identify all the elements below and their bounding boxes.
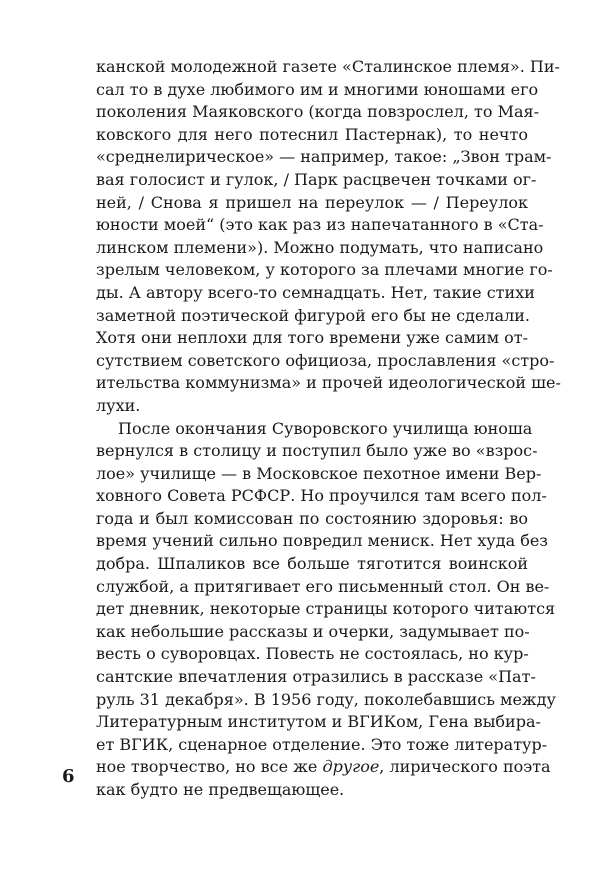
text-line: лухи.	[96, 395, 141, 415]
text-line: ительства коммунизма» и прочей идеологической ше-	[96, 373, 561, 393]
text-line: ховного Совета РСФСР. Но проучился там всего пол-	[96, 486, 547, 506]
page-number: 6	[62, 766, 75, 787]
text-line: службой, а притягивает его письменный стол. Он ве-	[96, 576, 550, 596]
text-line: Литературным институтом и ВГИКом, Гена выбира-	[96, 712, 541, 732]
text-line: поколения Маяковского (когда повзрослел, то Мая-	[96, 102, 539, 122]
text-line: вернулся в столицу и поступил было уже во «взрос-	[96, 441, 538, 461]
text-line: заметной поэтической фигурой его бы не сделали.	[96, 305, 530, 325]
text-line-with-emphasis	[96, 756, 551, 779]
text-line: сантские впечатления отразились в рассказе «Пат-	[96, 667, 536, 687]
text-line: ней, / Снова я пришел на переулок — / Переулок	[96, 192, 528, 212]
text-line: юности моей“ (это как раз из напечатанного в «Ста-	[96, 215, 544, 235]
text-line: как будто не предвещающее.	[96, 780, 345, 799]
paragraph-start-line: После окончания Суворовского училища юноша	[118, 418, 533, 438]
emphasized-word: другое	[322, 757, 380, 777]
text-line: линском племени»). Можно подумать, что написано	[96, 237, 544, 257]
text-line: зрелым человеком, у которого за плечами многие го-	[96, 260, 553, 280]
text-line: сал то в духе любимого им и многими юношами его	[96, 79, 539, 99]
text-line: как небольшие рассказы и очерки, задумывает по-	[96, 621, 530, 641]
text-line: добра. Шпаликов все больше тяготится воинской	[96, 554, 528, 574]
text-line: «среднелирическое» — например, такое: „Звон трам-	[96, 147, 552, 167]
text-line: сутствием советского официоза, прославления «стро-	[96, 350, 555, 370]
text-line: вая голосист и гулок, / Парк расцвечен точками ог-	[96, 169, 537, 189]
text-line: ковского для него потеснил Пастернак), то нечто	[96, 124, 528, 144]
text-line: канской молодежной газете «Сталинское племя». Пи-	[96, 57, 560, 76]
text-line: года и был комиссован по состоянию здоровья: во	[96, 508, 528, 528]
text-segment: , лирического поэта	[379, 757, 551, 777]
text-line: ет ВГИК, сценарное отделение. Это тоже литератур-	[96, 734, 548, 754]
body-text	[96, 56, 561, 802]
text-line: время учений сильно повредил мениск. Нет худа без	[96, 531, 549, 551]
text-line: руль 31 декабря». В 1956 году, поколебавшись между	[96, 689, 556, 709]
text-line: дет дневник, некоторые страницы которого читаются	[96, 599, 556, 619]
text-line: ды. А автору всего-то семнадцать. Нет, такие стихи	[96, 282, 535, 302]
text-line: лое» училище — в Московское пехотное имени Вер-	[96, 463, 542, 483]
text-line: весть о суворовцах. Повесть не состоялась, но кур-	[96, 644, 529, 664]
text-line: Хотя они неплохи для того времени уже самим от-	[96, 328, 529, 348]
text-segment: ное творчество, но все же	[96, 757, 323, 777]
